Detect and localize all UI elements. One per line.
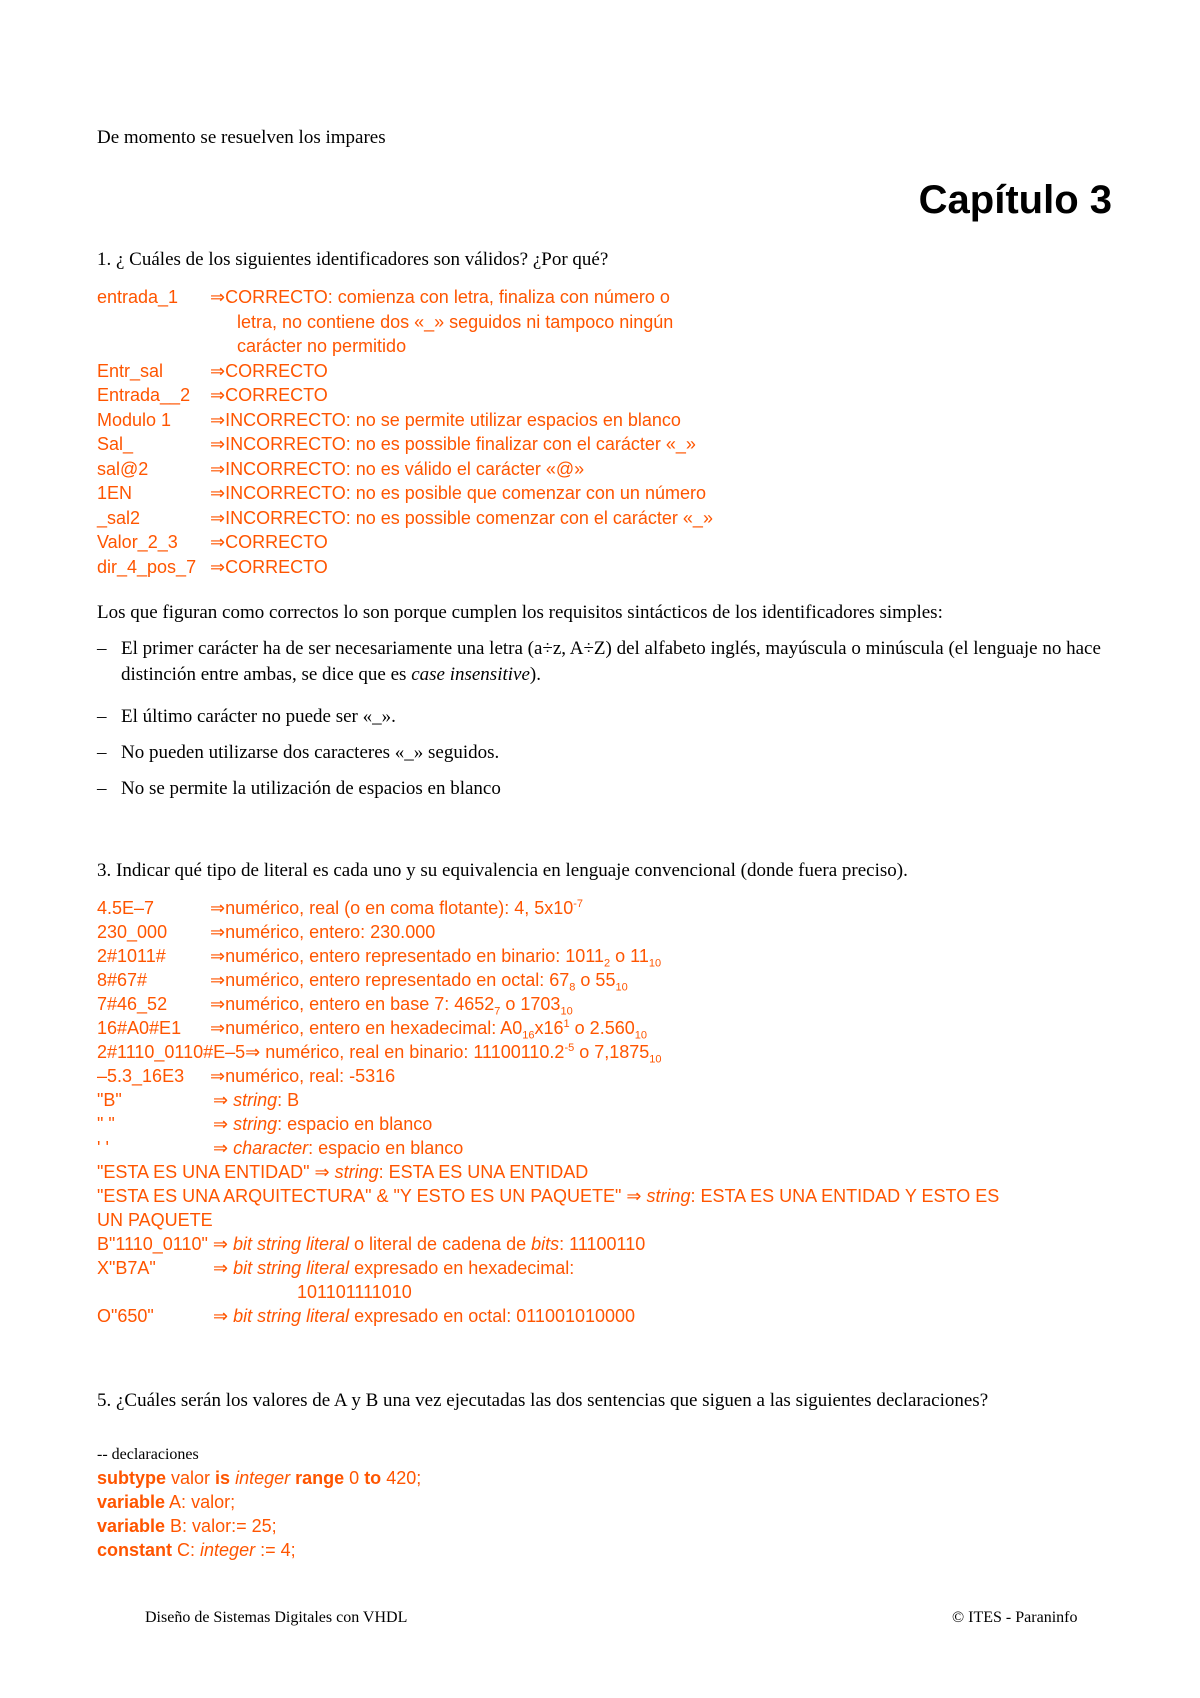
bullet-dash: –	[97, 638, 107, 659]
literal-meaning: ⇒numérico, entero representado en octal: $67_8$ o $55_{10}$	[210, 970, 628, 994]
identifier: 1EN	[97, 483, 133, 503]
literal-meaning-cont: 101101111010	[297, 1282, 412, 1302]
literal-meaning: ⇒ string: espacio en blanco	[213, 1114, 433, 1134]
bullet-dash: –	[97, 778, 107, 799]
literal-meaning: ⇒numérico, entero representado en binario: $1011_2$ o $11_{10}$	[210, 946, 662, 970]
identifier: dir_4_pos_7	[97, 556, 197, 577]
identifier-verdict: ⇒CORRECTO	[210, 532, 328, 552]
identifier-verdict: ⇒CORRECTO	[210, 385, 328, 405]
rule-bullet-4	[97, 776, 1137, 802]
rule-bullet-3	[97, 740, 1137, 766]
literal: O"650"	[97, 1306, 154, 1326]
literal-meaning: ⇒ bit string literal expresado en octal: 011001010000	[213, 1306, 636, 1326]
bullet-dash: –	[97, 706, 107, 727]
literal-meaning: ⇒ bit string literal expresado en hexadecimal:	[213, 1258, 575, 1278]
bullet-dash: –	[97, 742, 107, 763]
literal-meaning: "ESTA ES UNA ENTIDAD" ⇒ string: ESTA ES UNA ENTIDAD	[97, 1162, 589, 1182]
explanation-paragraph: Los que figuran como correctos lo son porque cumplen los requisitos sintácticos de los identificadores simples:	[97, 602, 943, 623]
literal: " "	[97, 1114, 115, 1134]
literal-meaning-cont: UN PAQUETE	[97, 1210, 213, 1230]
bullet-1-emphasis: case insensitive	[411, 664, 530, 685]
identifier-verdict: ⇒CORRECTO	[210, 360, 328, 381]
literal-meaning: ⇒numérico, real: -5316	[210, 1066, 396, 1086]
bullet-2-text: El último carácter no puede ser «_».	[121, 706, 396, 727]
identifier-verdict-cont: carácter no permitido	[237, 336, 407, 356]
identifier: Entr_sal	[97, 360, 164, 381]
literal-meaning: 2#1110_0110#E–5⇒ numérico, real en binario: $11100110.2^{-5}$ o $7,1875_{10}$	[97, 1042, 662, 1066]
identifier-verdict: ⇒INCORRECTO: no es possible comenzar con el carácter «_»	[210, 507, 713, 528]
identifier-verdict: ⇒CORRECTO: comienza con letra, finaliza con número o	[210, 287, 670, 307]
identifier: Modulo 1	[97, 409, 172, 430]
identifier: sal@2	[97, 458, 149, 479]
bullet-4-text: No se permite la utilización de espacios en blanco	[121, 778, 501, 799]
literal: "B"	[97, 1090, 122, 1110]
literal-meaning: ⇒numérico, real (o en coma flotante): 4, $5x10^{-7}$	[210, 898, 584, 918]
identifier: _sal2	[97, 507, 141, 528]
literal-meaning: ⇒numérico, entero en hexadecimal: $A0_{16}x16^1$ o $2.560_{10}$	[210, 1018, 647, 1042]
literal: 16#A0#E1	[97, 1018, 182, 1038]
literal-meaning: "ESTA ES UNA ARQUITECTURA" & "Y ESTO ES UN PAQUETE" ⇒ string: ESTA ES UNA ENTIDAD Y ESTO ES	[97, 1186, 1000, 1206]
question-5: 5. ¿Cuáles serán los valores de A y B una vez ejecutadas las dos sentencias que siguen a las siguientes declaraciones?	[97, 1390, 989, 1411]
identifier-verdict: ⇒INCORRECTO: no es posible que comenzar con un número	[210, 483, 706, 503]
question-3: 3. Indicar qué tipo de literal es cada uno y su equivalencia en lenguaje convencional (donde fuera preciso).	[97, 860, 908, 881]
literal: 4.5E–7	[97, 898, 155, 918]
identifier: Sal_	[97, 434, 134, 454]
literal-meaning: ⇒ character: espacio en blanco	[213, 1138, 464, 1158]
chapter-title: Capítulo 3	[918, 178, 1112, 222]
identifier: Entrada__2	[97, 385, 191, 405]
literal-meaning: ⇒numérico, entero: 230.000	[210, 922, 436, 942]
question-1: 1. ¿ Cuáles de los siguientes identificadores son válidos? ¿Por qué?	[97, 249, 609, 270]
literal: 7#46_52	[97, 994, 168, 1014]
bullet-1-text: El primer carácter ha de ser necesariamente una letra (a÷z, A÷Z) del alfabeto inglés, mayúscula o minúscula (el lenguaje no hace distinción entre ambas, se dice que es	[121, 638, 1101, 685]
code-comment: -- declaraciones	[97, 1446, 199, 1463]
literal-meaning: ⇒ string: B	[213, 1090, 300, 1110]
literal: –5.3_16E3	[97, 1066, 185, 1086]
identifier-verdict: ⇒INCORRECTO: no es possible finalizar con el carácter «_»	[210, 434, 696, 454]
bullet-3-text: No pueden utilizarse dos caracteres «_» seguidos.	[121, 742, 500, 763]
document-page: De momento se resuelven los impares Capítulo 3 1. ¿ Cuáles de los siguientes identificadores son válidos? ¿Por qué? entrada_1 ⇒CORRECTO: comienza con letra, finaliza con número o letra, no contiene dos «_» seguidos ni tampoco ningún carácter no permitido Entr_sal ⇒CORRECTO Entrada__2 ⇒CORRECTO Modulo 1 ⇒INCORRECTO: no se permite utilizar espacios en blanco Sal_ ⇒INCORRECTO: no es possible finalizar con el carácter «_» sal@2 ⇒INCORRECTO: no es válido el carácter «@» 1EN ⇒INCORRECTO: no es posible que comenzar con un número _sal2 ⇒INCORRECTO: no es possible comenzar con el carácter «_» Valor_2_3 ⇒CORRECTO dir_4_pos_7 ⇒CORRECTO Los que figuran como correctos lo son porque cumplen los requisitos sintácticos de los identificadores simples: – El primer carácter ha de ser necesariamente una letra (a÷z, A÷Z) del alfabeto inglés, mayúscula o minúscula (el lenguaje no hace distinción entre ambas, se dice que es case insensitive). – El último carácter no puede ser «_». – No pueden utilizarse dos caracteres «_» seguidos. – No se permite la utilización de espacios en blanco 3. Indicar qué tipo de literal es cada uno y su equivalencia en lenguaje convencional (donde fuera preciso). 4.5E–7 ⇒numérico, real (o en coma flotante): 4, $5x10^{-7}$ 230_000 ⇒numérico, entero: 230.000 2#1011# ⇒numérico, entero representado en binario: $1011_2$ o $11_{10}$ 8#67# ⇒numérico, entero representado en octal: $67_8$ o $55_{10}$ 7#46_52 ⇒numérico, entero en base 7: $4652_7$ o $1703_{10}$ 16#A0#E1 ⇒numérico, entero en hexadecimal: $A0_{16}x16^1$ o $2.560_{10}$ 2#1110_0110#E–5⇒ numérico, real en binario: $11100110.2^{-5}$ o $7,1875_{10}$ –5.3_16E3 ⇒numérico, real: -5316 "B" ⇒ string: B " " ⇒ string: espacio en blanco ' ' ⇒ character: espacio en blanco "ESTA ES UNA ENTIDAD" ⇒ string: ESTA ES UNA ENTIDAD "ESTA ES UNA ARQUITECTURA" & "Y ESTO ES UN PAQUETE" ⇒ string: ESTA ES UNA ENTIDAD Y ESTO ES UN PAQUETE B"1110_0110" ⇒ bit string literal o literal de cadena de bits: 11100110 X"B7A" ⇒ bit string literal expresado en hexadecimal: 101101111010 O"650" ⇒ bit string literal expresado en octal: 011001010000 5. ¿Cuáles serán los valores de A y B una vez ejecutadas las dos sentencias que siguen a las siguientes declaraciones? -- declaraciones subtype valor is integer range 0 to 420; variable A: valor; variable B: valor:= 25; constant C: integer := 4; Diseño de Sistemas Digitales con VHDL © ITES - Paraninfo	[0, 0, 1200, 1698]
literal: 2#1011#	[97, 946, 166, 966]
literal-meaning: ⇒numérico, entero en base 7: $4652_7$ o $1703_{10}$	[210, 994, 573, 1018]
footer-book-title: Diseño de Sistemas Digitales con VHDL	[145, 1609, 408, 1626]
rule-bullet-1	[97, 636, 1137, 688]
literal: ' '	[97, 1138, 109, 1158]
rule-bullet-2	[97, 704, 1137, 730]
literal-meaning: B"1110_0110" ⇒ bit string literal o literal de cadena de bits: 11100110	[97, 1234, 646, 1254]
literal: 8#67#	[97, 970, 148, 990]
identifier-verdict: ⇒INCORRECTO: no se permite utilizar espacios en blanco	[210, 409, 681, 430]
identifier: Valor_2_3	[97, 532, 178, 552]
identifier-verdict-cont: letra, no contiene dos «_» seguidos ni tampoco ningún	[237, 311, 674, 332]
identifier-verdict: ⇒INCORRECTO: no es válido el carácter «@»	[210, 458, 585, 479]
identifier: entrada_1	[97, 287, 179, 307]
footer-publisher: © ITES - Paraninfo	[952, 1609, 1078, 1626]
identifier-verdict: ⇒CORRECTO	[210, 556, 328, 577]
literal: X"B7A"	[97, 1258, 156, 1278]
bullet-1-end: ).	[529, 664, 541, 685]
intro-note: De momento se resuelven los impares	[97, 127, 386, 148]
literal: 230_000	[97, 922, 168, 942]
